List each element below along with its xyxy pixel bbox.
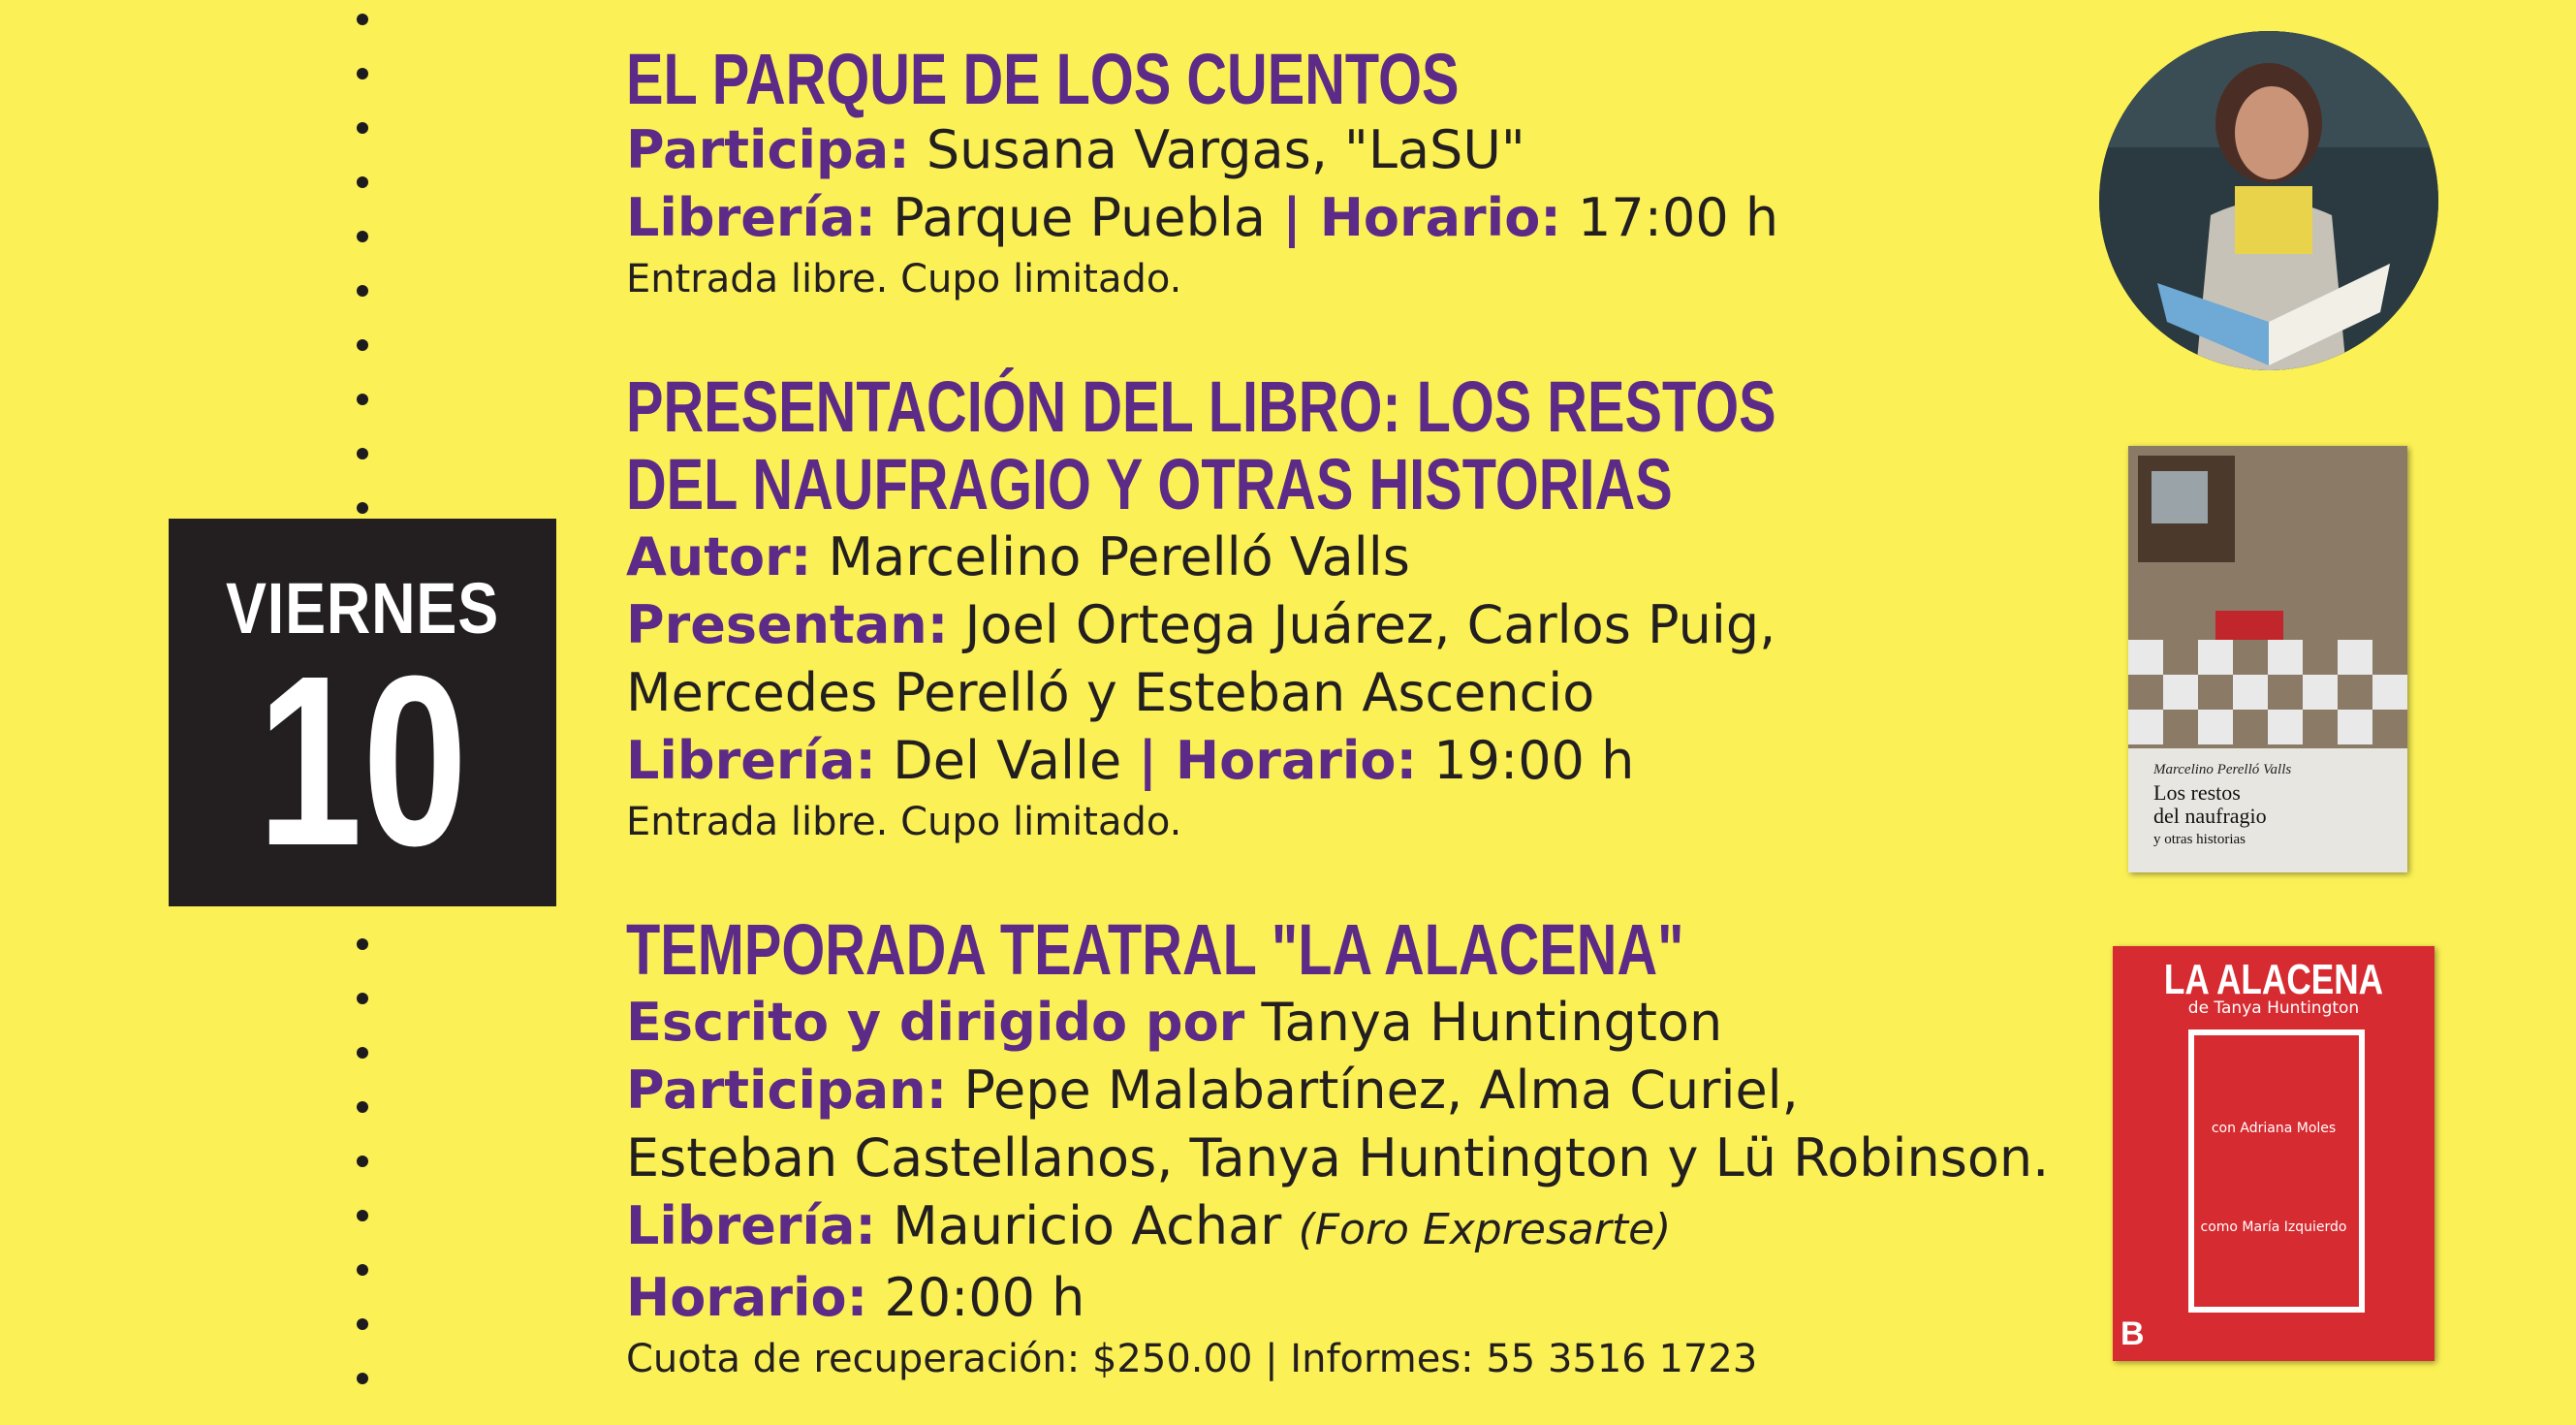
- libreria-extra: (Foro Expresarte): [1298, 1205, 1672, 1254]
- cover-subtitle: y otras historias: [2153, 832, 2246, 847]
- participa-line: [626, 116, 1778, 184]
- participant-photo: [2099, 31, 2438, 370]
- event-title: EL PARQUE DE LOS CUENTOS: [626, 39, 1460, 119]
- separator: |: [1282, 187, 1302, 248]
- participan-line: [626, 1057, 2049, 1124]
- date-badge: [169, 519, 556, 906]
- poster-subtitle: de Tanya Huntington: [2187, 998, 2360, 1018]
- event-temporada-teatral: [626, 911, 2049, 1386]
- event-title-line2: DEL NAUFRAGIO Y OTRAS HISTORIAS: [626, 444, 1673, 524]
- event-parque-cuentos: [626, 41, 1778, 306]
- cover-title: [2153, 781, 2267, 851]
- horario-value: 19:00 h: [1417, 730, 1635, 791]
- event-title-line1: PRESENTACIÓN DEL LIBRO: LOS RESTOS: [626, 366, 1776, 447]
- participan-line-2: Esteban Castellanos, Tanya Huntington y Lü Robinson.: [626, 1127, 2050, 1188]
- horario-label: Horario:: [1301, 187, 1561, 248]
- libreria-value: Mauricio Achar: [876, 1195, 1299, 1256]
- autor-line: [626, 523, 2100, 591]
- horario-value: 17:00 h: [1560, 187, 1779, 248]
- horario-line: [626, 1264, 2049, 1332]
- presentan-value: Joel Ortega Juárez, Carlos Puig,: [948, 594, 1776, 655]
- escrito-value: Tanya Huntington: [1244, 992, 1723, 1053]
- libreria-line: [626, 184, 1778, 252]
- participa-value: Susana Vargas, "LaSU": [909, 119, 1525, 180]
- presentan-line: [626, 591, 2100, 659]
- libreria-value: Parque Puebla: [876, 187, 1283, 248]
- libreria-label: Librería:: [626, 1195, 877, 1256]
- libreria-label: Librería:: [626, 187, 877, 248]
- horario-value: 20:00 h: [867, 1267, 1085, 1328]
- participan-label: Participan:: [626, 1060, 948, 1121]
- escrito-line: [626, 989, 2049, 1057]
- presentan-line-2: Mercedes Perelló y Esteban Ascencio: [626, 662, 1595, 723]
- event-note: Entrada libre. Cupo limitado.: [626, 257, 1182, 301]
- poster-frame: [2188, 1029, 2365, 1313]
- horario-label: Horario:: [1157, 730, 1418, 791]
- cover-title-line2: del naufragio: [2153, 804, 2267, 828]
- cover-title-line1: Los restos: [2153, 780, 2241, 805]
- poster-with2: como María Izquierdo: [2200, 1219, 2347, 1235]
- event-title: TEMPORADA TEATRAL "LA ALACENA": [626, 909, 1684, 990]
- libreria-line: [626, 1192, 2049, 1264]
- autor-value: Marcelino Perelló Valls: [811, 526, 1410, 587]
- poster-la-alacena: [2113, 946, 2435, 1361]
- event-note: Entrada libre. Cupo limitado.: [626, 800, 1182, 844]
- presentan-label: Presentan:: [626, 594, 949, 655]
- event-presentacion-libro: [626, 368, 2100, 849]
- book-cover-los-restos: [2128, 446, 2407, 872]
- portrait-image: [2099, 31, 2438, 370]
- poster-title: LA ALACENA: [2163, 956, 2384, 1003]
- separator: |: [1138, 730, 1158, 791]
- autor-label: Autor:: [626, 526, 812, 587]
- event-note: Cuota de recuperación: $250.00 | Informes: 55 3516 1723: [626, 1337, 1758, 1381]
- cover-author: Marcelino Perelló Valls: [2153, 762, 2292, 777]
- date-number: 10: [257, 625, 468, 896]
- horario-label: Horario:: [626, 1267, 868, 1328]
- libreria-label: Librería:: [626, 730, 877, 791]
- poster-with1: con Adriana Moles: [2211, 1121, 2337, 1136]
- participan-value: Pepe Malabartínez, Alma Curiel,: [947, 1060, 1799, 1121]
- libreria-value: Del Valle: [876, 730, 1139, 791]
- date-day: VIERNES: [225, 568, 500, 649]
- participa-label: Participa:: [626, 119, 910, 180]
- escrito-label: Escrito y dirigido por: [626, 992, 1245, 1053]
- poster-logo: B: [2120, 1315, 2145, 1352]
- libreria-line: [626, 727, 2100, 795]
